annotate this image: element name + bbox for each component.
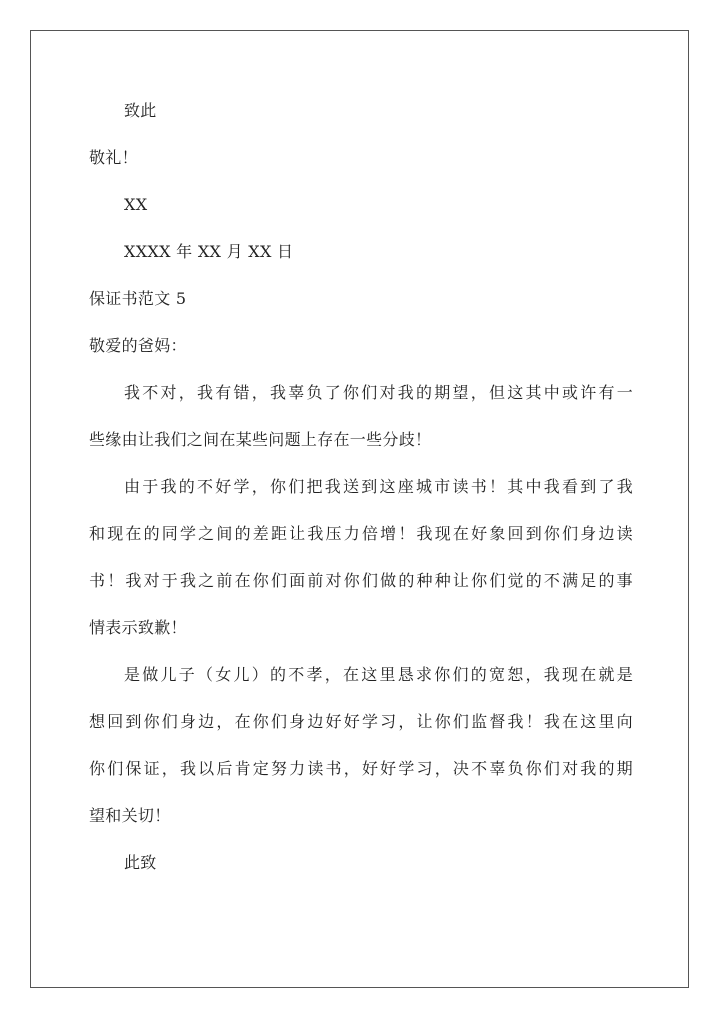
- closing-line-1: 致此: [124, 101, 157, 120]
- section-title: 保证书范文 5: [89, 289, 187, 308]
- paragraph-3-line-1: 是做儿子（女儿）的不孝，在这里恳求你们的宽恕，我现在就是: [124, 665, 633, 684]
- signature: XX: [124, 195, 148, 214]
- closing-line-3: 此致: [124, 853, 157, 872]
- salutation: 敬爱的爸妈：: [89, 336, 187, 355]
- page-border: [30, 30, 689, 988]
- paragraph-2-line-1: 由于我的不好学，你们把我送到这座城市读书！其中我看到了我: [124, 477, 633, 496]
- date-line: XXXX 年 XX 月 XX 日: [124, 242, 294, 261]
- closing-line-2: 敬礼！: [89, 148, 138, 167]
- paragraph-3-line-4: 望和关切！: [89, 806, 171, 825]
- paragraph-3-line-2: 想回到你们身边，在你们身边好好学习，让你们监督我！我在这里向: [89, 712, 633, 731]
- paragraph-1-line-2: 些缘由让我们之间在某些问题上存在一些分歧！: [89, 430, 432, 449]
- paragraph-2-line-4: 情表示致歉！: [89, 618, 187, 637]
- paragraph-1-line-1: 我不对，我有错，我辜负了你们对我的期望，但这其中或许有一: [124, 383, 633, 402]
- paragraph-3-line-3: 你们保证，我以后肯定努力读书，好好学习，决不辜负你们对我的期: [89, 759, 633, 778]
- paragraph-2-line-3: 书！我对于我之前在你们面前对你们做的种种让你们觉的不满足的事: [89, 571, 633, 590]
- paragraph-2-line-2: 和现在的同学之间的差距让我压力倍增！我现在好象回到你们身边读: [89, 524, 633, 543]
